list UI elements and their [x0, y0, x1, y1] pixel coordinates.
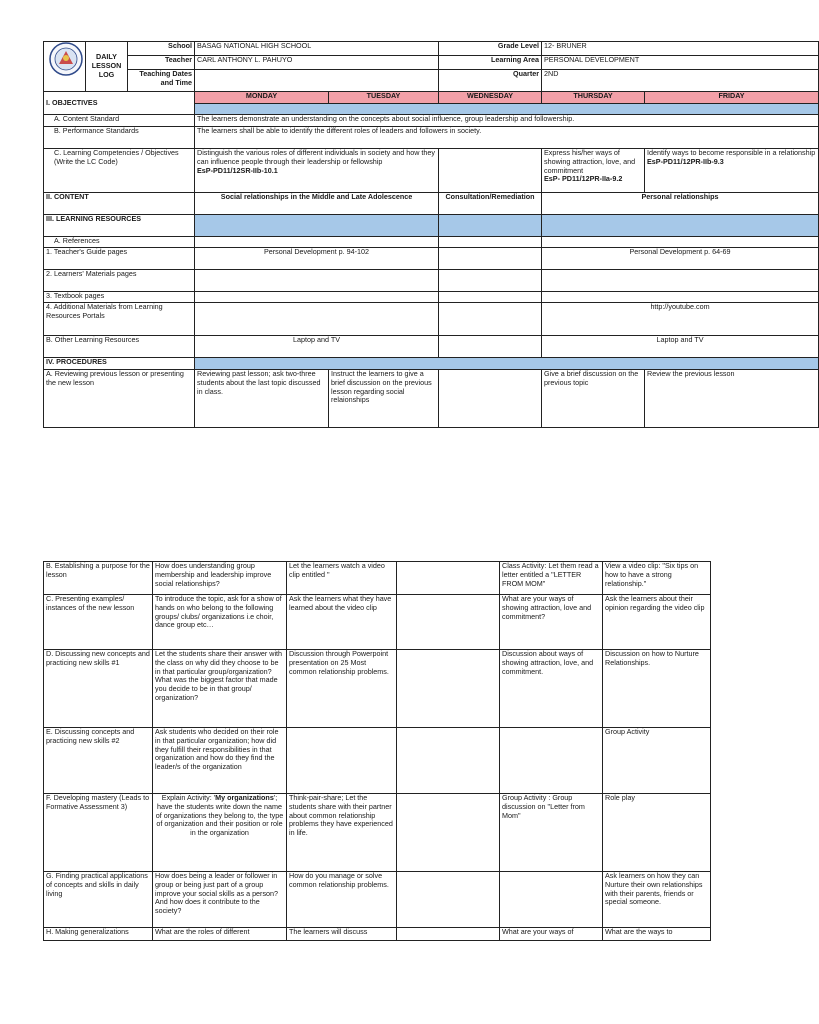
references-wednesday	[439, 237, 542, 248]
procedure-friday: What are the ways to	[603, 928, 711, 941]
procedure-friday: View a video clip: "Six tips on how to have a strong relationship."	[603, 562, 711, 595]
procedure-monday: To introduce the topic, ask for a show of hands on who belong to the following groups/ clubs/ organizations i.e choir, dance group etc…	[153, 595, 287, 650]
quarter-label: Quarter	[439, 70, 542, 92]
procedure-label: D. Discussing new concepts and practicing new skills #1	[44, 650, 153, 728]
procedure-row-e	[44, 728, 711, 794]
section-objectives: I. OBJECTIVES	[44, 92, 195, 115]
review-friday: Review the previous lesson	[645, 370, 819, 428]
day-friday: FRIDAY	[645, 92, 819, 104]
learners-materials-label: 2. Learners' Materials pages	[44, 270, 195, 292]
day-tuesday: TUESDAY	[329, 92, 439, 104]
additional-materials-label: 4. Additional Materials from Learning Resources Portals	[44, 303, 195, 336]
competency-monday-code: EsP-PD11/12SR-IIb-10.1	[197, 165, 278, 175]
day-thursday: THURSDAY	[542, 92, 645, 104]
section-procedures: IV. PROCEDURES	[44, 358, 195, 370]
procedure-friday: Discussion on how to Nurture Relationships.	[603, 650, 711, 728]
procedure-monday	[153, 794, 287, 872]
dll-title: DAILY LESSON LOG	[86, 42, 128, 92]
content-thursday-friday: Personal relationships	[542, 193, 819, 215]
procedure-tuesday: The learners will discuss	[287, 928, 397, 941]
resources-band-1	[195, 215, 439, 237]
other-resources-thursday-friday: Laptop and TV	[542, 336, 819, 358]
textbook-monday-tuesday	[195, 292, 439, 303]
competency-monday	[195, 149, 439, 193]
review-monday: Reviewing past lesson; ask two-three students about the last topic discussed in class.	[195, 370, 329, 428]
quarter-value: 2ND	[542, 70, 819, 92]
other-resources-label: B. Other Learning Resources	[44, 336, 195, 358]
procedure-wednesday	[397, 928, 500, 941]
learners-materials-wednesday	[439, 270, 542, 292]
review-tuesday: Instruct the learners to give a brief discussion on the previous lesson regarding social relaionships	[329, 370, 439, 428]
textbook-wednesday	[439, 292, 542, 303]
references-thursday-friday	[542, 237, 819, 248]
procedure-monday-post: '; have the students write down the name of organizations they belong to, the type of organization and their position or role in the organization	[155, 793, 284, 838]
content-standard-label: A. Content Standard	[44, 115, 195, 127]
procedure-tuesday: Discussion through Powerpoint presentation on 25 Most common relationship problems.	[287, 650, 397, 728]
procedure-monday-pre: Explain Activity: '	[161, 793, 216, 802]
procedure-row-d	[44, 650, 711, 728]
teachers-guide-monday-tuesday: Personal Development p. 94-102	[195, 248, 439, 270]
grade-label: Grade Level	[439, 42, 542, 56]
performance-standard-text: The learners shall be able to identify the different roles of leaders and followers in society.	[195, 127, 819, 149]
review-label: A. Reviewing previous lesson or presenting the new lesson	[44, 370, 195, 428]
teacher-label: Teacher	[128, 56, 195, 70]
procedure-wednesday	[397, 872, 500, 928]
procedure-wednesday	[397, 562, 500, 595]
procedure-friday: Ask learners on how they can Nurture their own relationships with their parents, friends or special someone.	[603, 872, 711, 928]
teacher-value: CARL ANTHONY L. PAHUYO	[195, 56, 439, 70]
review-thursday: Give a brief discussion on the previous topic	[542, 370, 645, 428]
references-label: A. References	[44, 237, 195, 248]
procedures-table	[43, 561, 711, 941]
logo-cell	[44, 42, 86, 92]
competency-friday-code: EsP-PD11/12PR-IIb-9.3	[647, 156, 724, 166]
area-value: PERSONAL DEVELOPMENT	[542, 56, 819, 70]
procedure-friday: Ask the learners about their opinion regarding the video clip	[603, 595, 711, 650]
procedure-row-f	[44, 794, 711, 872]
dates-label: Teaching Dates and Time	[128, 70, 195, 92]
content-standard-text: The learners demonstrate an understanding on the concepts about social influence, group leadership and followership.	[195, 115, 819, 127]
procedure-tuesday: How do you manage or solve common relationship problems.	[287, 872, 397, 928]
school-label: School	[128, 42, 195, 56]
procedure-tuesday	[287, 728, 397, 794]
teachers-guide-thursday-friday: Personal Development p. 64-69	[542, 248, 819, 270]
resources-band-3	[542, 215, 819, 237]
competencies-label: C. Learning Competencies / Objectives (Write the LC Code)	[44, 149, 195, 193]
procedure-wednesday	[397, 650, 500, 728]
competency-thursday-text: Express his/her ways of showing attraction, love, and commitment	[544, 148, 636, 175]
teachers-guide-label: 1. Teacher's Guide pages	[44, 248, 195, 270]
procedure-label: C. Presenting examples/ instances of the new lesson	[44, 595, 153, 650]
procedure-thursday: What are your ways of	[500, 928, 603, 941]
deped-seal-icon	[47, 42, 85, 76]
procedure-thursday: Group Activity : Group discussion on "Letter from Mom"	[500, 794, 603, 872]
procedure-wednesday	[397, 794, 500, 872]
area-label: Learning Area	[439, 56, 542, 70]
procedure-row-b	[44, 562, 711, 595]
procedure-wednesday	[397, 595, 500, 650]
procedure-thursday: Discussion about ways of showing attraction, love, and commitment.	[500, 650, 603, 728]
procedure-label: H. Making generalizations	[44, 928, 153, 941]
grade-value: 12- BRUNER	[542, 42, 819, 56]
procedure-monday: What are the roles of different	[153, 928, 287, 941]
learners-materials-thursday-friday	[542, 270, 819, 292]
procedure-friday: Role play	[603, 794, 711, 872]
competency-thursday-code: EsP- PD11/12PR-IIa-9.2	[544, 174, 623, 184]
procedure-row-g	[44, 872, 711, 928]
references-monday-tuesday	[195, 237, 439, 248]
dll-header-table	[43, 41, 819, 428]
objectives-band	[195, 104, 819, 115]
procedure-monday: Let the students share their answer with the class on why did they choose to be in that particular group/organization? What was the biggest factor that made you decide to be in that group/ organization?	[153, 650, 287, 728]
section-resources: III. LEARNING RESOURCES	[44, 215, 195, 237]
additional-materials-wednesday	[439, 303, 542, 336]
procedure-tuesday: Ask the learners what they have learned about the video clip	[287, 595, 397, 650]
day-monday: MONDAY	[195, 92, 329, 104]
procedure-wednesday	[397, 728, 500, 794]
resources-band-2	[439, 215, 542, 237]
competency-monday-text: Distinguish the various roles of different individuals in society and how they can influence people through their leadership or fellowship	[197, 148, 435, 166]
procedure-tuesday: Let the learners watch a video clip entitled "	[287, 562, 397, 595]
procedure-thursday	[500, 872, 603, 928]
additional-materials-monday-tuesday	[195, 303, 439, 336]
competency-friday	[645, 149, 819, 193]
procedure-row-c	[44, 595, 711, 650]
procedure-thursday: Class Activity: Let them read a letter entitled a "LETTER FROM MOM"	[500, 562, 603, 595]
textbook-thursday-friday	[542, 292, 819, 303]
procedure-monday: How does understanding group membership and leadership improve social relationships?	[153, 562, 287, 595]
competency-thursday	[542, 149, 645, 193]
procedure-tuesday: Think-pair-share; Let the students share with their partner about common relationship problems they have experienced in life.	[287, 794, 397, 872]
procedures-band	[195, 358, 819, 370]
procedure-label: E. Discussing concepts and practicing new skills #2	[44, 728, 153, 794]
textbook-label: 3. Textbook pages	[44, 292, 195, 303]
procedure-monday: Ask students who decided on their role in that particular organization; how did they fulfill their responsibilities in that organization and how do they find the leader/s of the organization	[153, 728, 287, 794]
section-content: II. CONTENT	[44, 193, 195, 215]
procedure-friday: Group Activity	[603, 728, 711, 794]
procedure-thursday: What are your ways of showing attraction, love and commitment?	[500, 595, 603, 650]
teachers-guide-wednesday	[439, 248, 542, 270]
additional-materials-thursday-friday: http://youtube.com	[542, 303, 819, 336]
learners-materials-monday-tuesday	[195, 270, 439, 292]
other-resources-monday-tuesday: Laptop and TV	[195, 336, 439, 358]
performance-standard-label: B. Performance Standards	[44, 127, 195, 149]
dates-value	[195, 70, 439, 92]
school-value: BASAG NATIONAL HIGH SCHOOL	[195, 42, 439, 56]
content-monday-tuesday: Social relationships in the Middle and Late Adolescence	[195, 193, 439, 215]
procedure-monday: How does being a leader or follower in group or being just part of a group improve your social skills as a person? And how does it contribute to the society?	[153, 872, 287, 928]
procedure-thursday	[500, 728, 603, 794]
review-wednesday	[439, 370, 542, 428]
competency-friday-text: Identify ways to become responsible in a relationship	[647, 148, 816, 157]
other-resources-wednesday	[439, 336, 542, 358]
procedure-label: B. Establishing a purpose for the lesson	[44, 562, 153, 595]
procedure-monday-bold: My organizations	[215, 793, 274, 802]
procedure-row-h	[44, 928, 711, 941]
content-wednesday: Consultation/Remediation	[439, 193, 542, 215]
procedure-label: G. Finding practical applications of concepts and skills in daily living	[44, 872, 153, 928]
competency-wednesday	[439, 149, 542, 193]
procedure-label: F. Developing mastery (Leads to Formative Assessment 3)	[44, 794, 153, 872]
day-wednesday: WEDNESDAY	[439, 92, 542, 104]
